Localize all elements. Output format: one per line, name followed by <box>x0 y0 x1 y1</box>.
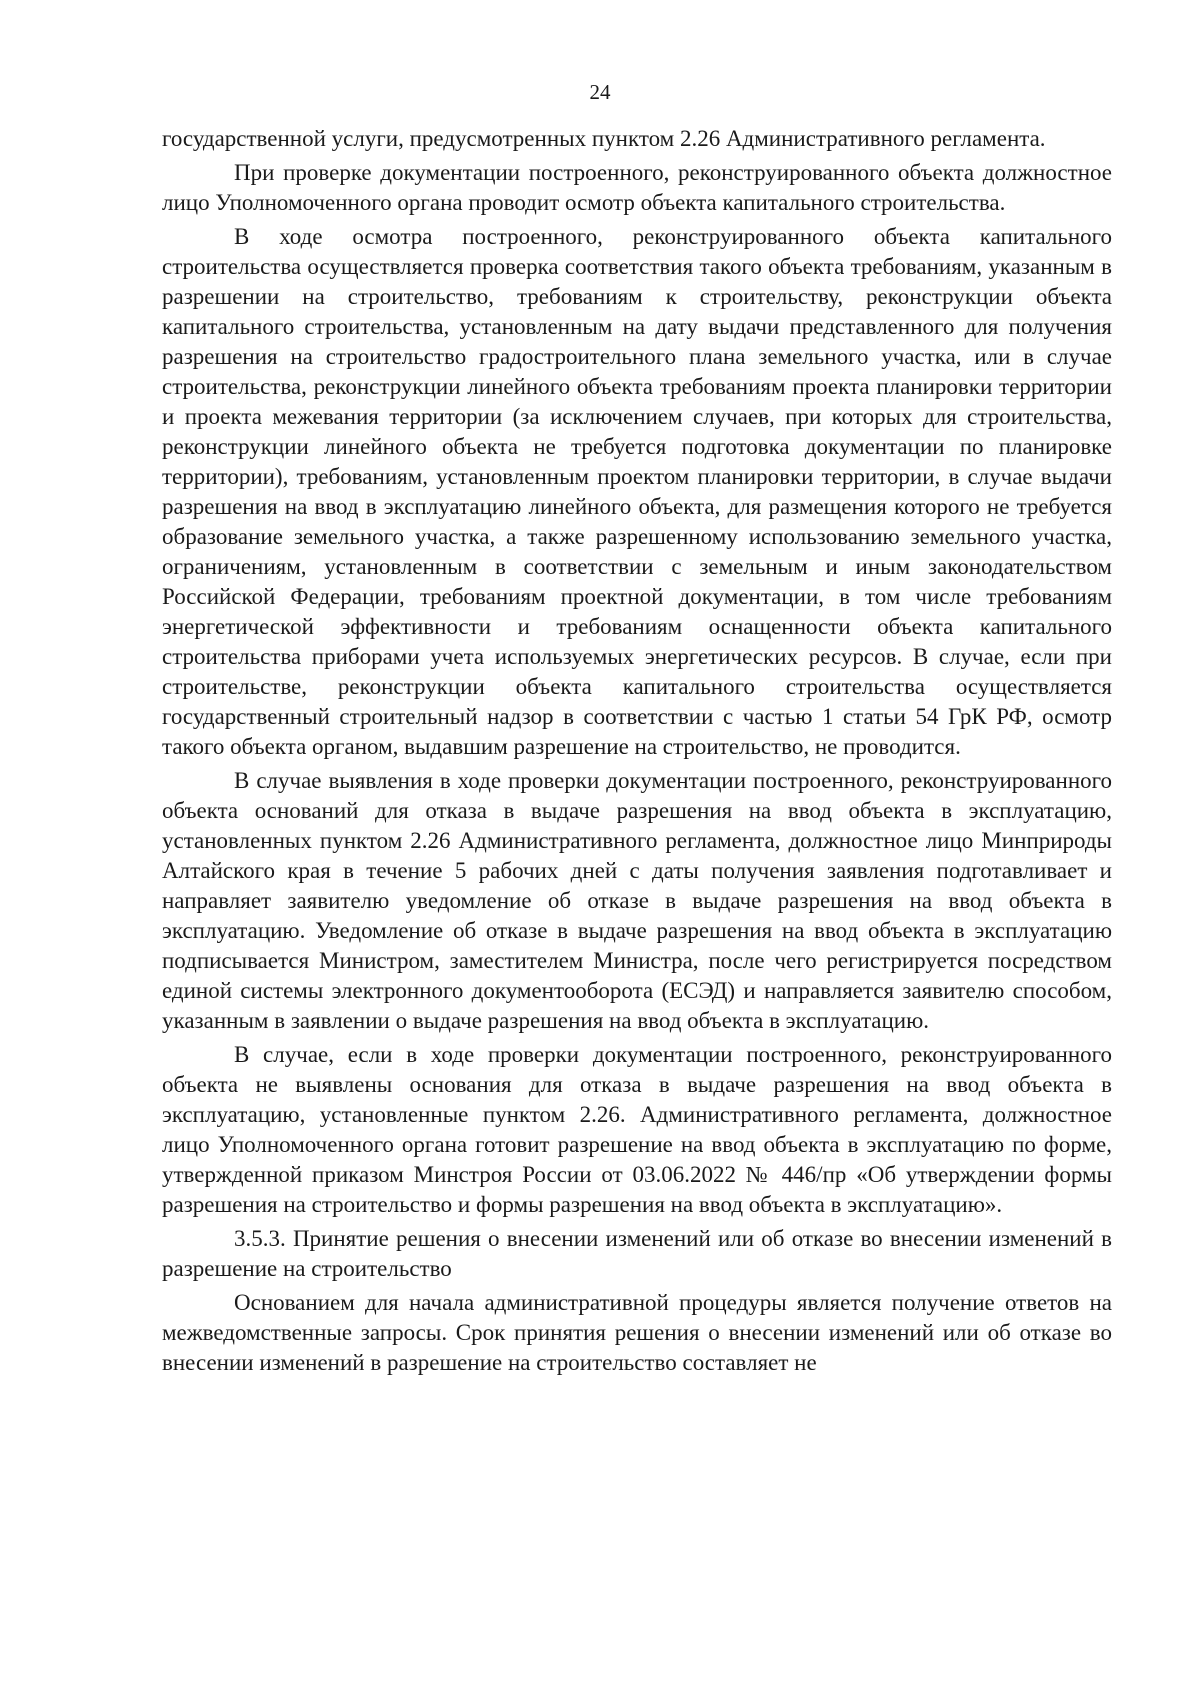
paragraph-refusal-grounds: В случае выявления в ходе проверки документации построенного, реконструированного объекта оснований для отказа в выдаче разрешения на ввод объекта в эксплуатацию, установленных пунктом 2.26 Административного регламента, должностное лицо Минприроды Алтайского края в течение 5 рабочих дней с даты получения заявления подготавливает и направляет заявителю уведомление об отказе в выдаче разрешения на ввод объекта в эксплуатацию. Уведомление об отказе в выдаче разрешения на ввод объекта в эксплуатацию подписывается Министром, заместителем Министра, после чего регистрируется посредством единой системы электронного документооборота (ЕСЭД) и направляется заявителю способом, указанным в заявлении о выдаче разрешения на ввод объекта в эксплуатацию. <box>162 768 1112 1033</box>
paragraph-inspection: При проверке документации построенного, реконструированного объекта должностное лицо Уполномоченного органа проводит осмотр объекта капитального строительства. <box>162 160 1112 215</box>
paragraph-procedure-basis: Основанием для начала административной процедуры является получение ответов на межведомственные запросы. Срок принятия решения о внесении изменений или об отказе во внесении изменений в разрешение на строительство составляет не <box>162 1290 1112 1375</box>
document-body <box>162 124 1112 1378</box>
page-number: 24 <box>589 80 611 104</box>
paragraph-permit-preparation: В случае, если в ходе проверки документации построенного, реконструированного объекта не выявлены основания для отказа в выдаче разрешения на ввод объекта в эксплуатацию, установленные пунктом 2.26. Административного регламента, должностное лицо Уполномоченного органа готовит разрешение на ввод объекта в эксплуатацию по форме, утвержденной приказом Минстроя России от 03.06.2022 № 446/пр «Об утверждении формы разрешения на строительство и формы разрешения на ввод объекта в эксплуатацию». <box>162 1042 1112 1217</box>
paragraph-inspection-scope: В ходе осмотра построенного, реконструированного объекта капитального строительства осуществляется проверка соответствия такого объекта требованиям, указанным в разрешении на строительство, требованиям к строительству, реконструкции объекта капитального строительства, установленным на дату выдачи представленного для получения разрешения на строительство градостроительного плана земельного участка, или в случае строительства, реконструкции линейного объекта требованиям проекта планировки территории и проекта межевания территории (за исключением случаев, при которых для строительства, реконструкции линейного объекта не требуется подготовка документации по планировке территории), требованиям, установленным проектом планировки территории, в случае выдачи разрешения на ввод в эксплуатацию линейного объекта, для размещения которого не требуется образование земельного участка, а также разрешенному использованию земельного участка, ограничениям, установленным в соответствии с земельным и иным законодательством Российской Федерации, требованиям проектной документации, в том числе требованиям энергетической эффективности и требованиям оснащенности объекта капитального строительства приборами учета используемых энергетических ресурсов. В случае, если при строительстве, реконструкции объекта капитального строительства осуществляется государственный строительный надзор в соответствии с частью 1 статьи 54 ГрК РФ, осмотр такого объекта органом, выдавшим разрешение на строительство, не проводится. <box>162 224 1112 759</box>
paragraph-continuation: государственной услуги, предусмотренных пунктом 2.26 Административного регламента. <box>162 126 1046 151</box>
section-heading-3-5-3: 3.5.3. Принятие решения о внесении изменений или об отказе во внесении изменений в разрешение на строительство <box>162 1226 1112 1281</box>
